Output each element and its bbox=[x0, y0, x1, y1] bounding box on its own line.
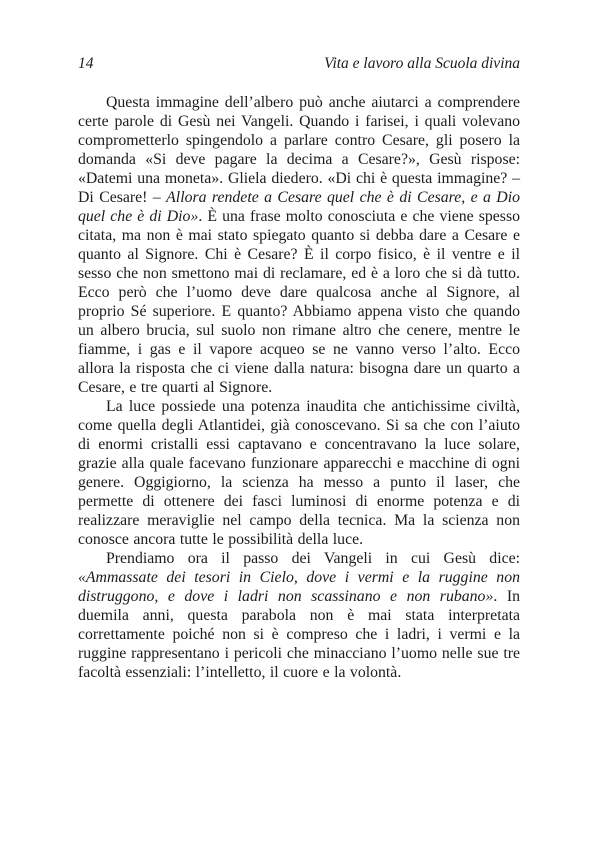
page-number: 14 bbox=[78, 55, 94, 72]
text-run: La luce possiede una potenza inaudita che antichissime civiltà, come quella degli Atlantidei, già conoscevano. Si sa che con l’aiuto di enormi cristalli essi captavano e concentravano la luce solare, grazie alla quale facevano funzionare apparecchi e macchine di ogni genere. Oggigiorno, la scienza ha messo a punto il laser, che permette di ottenere dei fasci luminosi di enorme potenza e di realizzare meraviglie nel campo della tecnica. Ma la scienza non conosce ancora tutte le possibilità della luce. bbox=[78, 397, 520, 548]
quote-italic-run: «Ammassate dei tesori in Cielo, dove i vermi e la ruggine non distruggono, e dove i ladri non scassinano e non rubano» bbox=[78, 568, 520, 605]
quote-italic-run: Allora rendete a Cesare quel che è di Cesare, e a Dio quel che è di Dio» bbox=[78, 188, 520, 225]
text-run: . È una frase molto conosciuta e che viene spesso citata, ma non è mai stato spiegato quanto si debba dare a Cesare e quanto al Signore. Chi è Cesare? È il corpo fisico, è il ventre e il sesso che non smettono mai di reclamare, ed è a loro che si dà tutto. Ecco però che l’uomo deve dare qualcosa anche al Signore, al proprio Sé superiore. E quanto? Abbiamo appena visto che quando un albero brucia, sul suolo non rimane altro che cenere, mentre le fiamme, i gas e il vapore acqueo se ne vanno verso l’alto. Ecco allora la risposta che ci viene dalla natura: bisogna dare un quarto a Cesare, e tre quarti al Signore. bbox=[78, 207, 520, 396]
paragraph bbox=[78, 397, 520, 549]
page-header bbox=[78, 55, 520, 74]
text-run: . In duemila anni, questa parabola non è mai stata interpretata correttamente poiché non si è compreso che i ladri, i vermi e la ruggine rappresentano i pericoli che minacciano l’uomo nelle sue tre facoltà essenziali: l’intelletto, il cuore e la volontà. bbox=[78, 587, 521, 681]
running-title: Vita e lavoro alla Scuola divina bbox=[324, 55, 520, 72]
text-run: Prendiamo ora il passo dei Vangeli in cui Gesù dice: bbox=[106, 549, 520, 567]
paragraph bbox=[78, 549, 520, 682]
body-text bbox=[78, 93, 520, 682]
paragraph bbox=[78, 93, 520, 397]
text-run: Questa immagine dell’albero può anche aiutarci a comprendere certe parole di Gesù nei Vangeli. Quando i farisei, i quali volevano comprometterlo spingendolo a parlare contro Cesare, gli posero la domanda «Si deve pagare la decima a Cesare?», Gesù rispose: «Datemi una moneta». Gliela diedero. «Di chi è questa immagine? – Di Cesare! – bbox=[78, 93, 520, 206]
